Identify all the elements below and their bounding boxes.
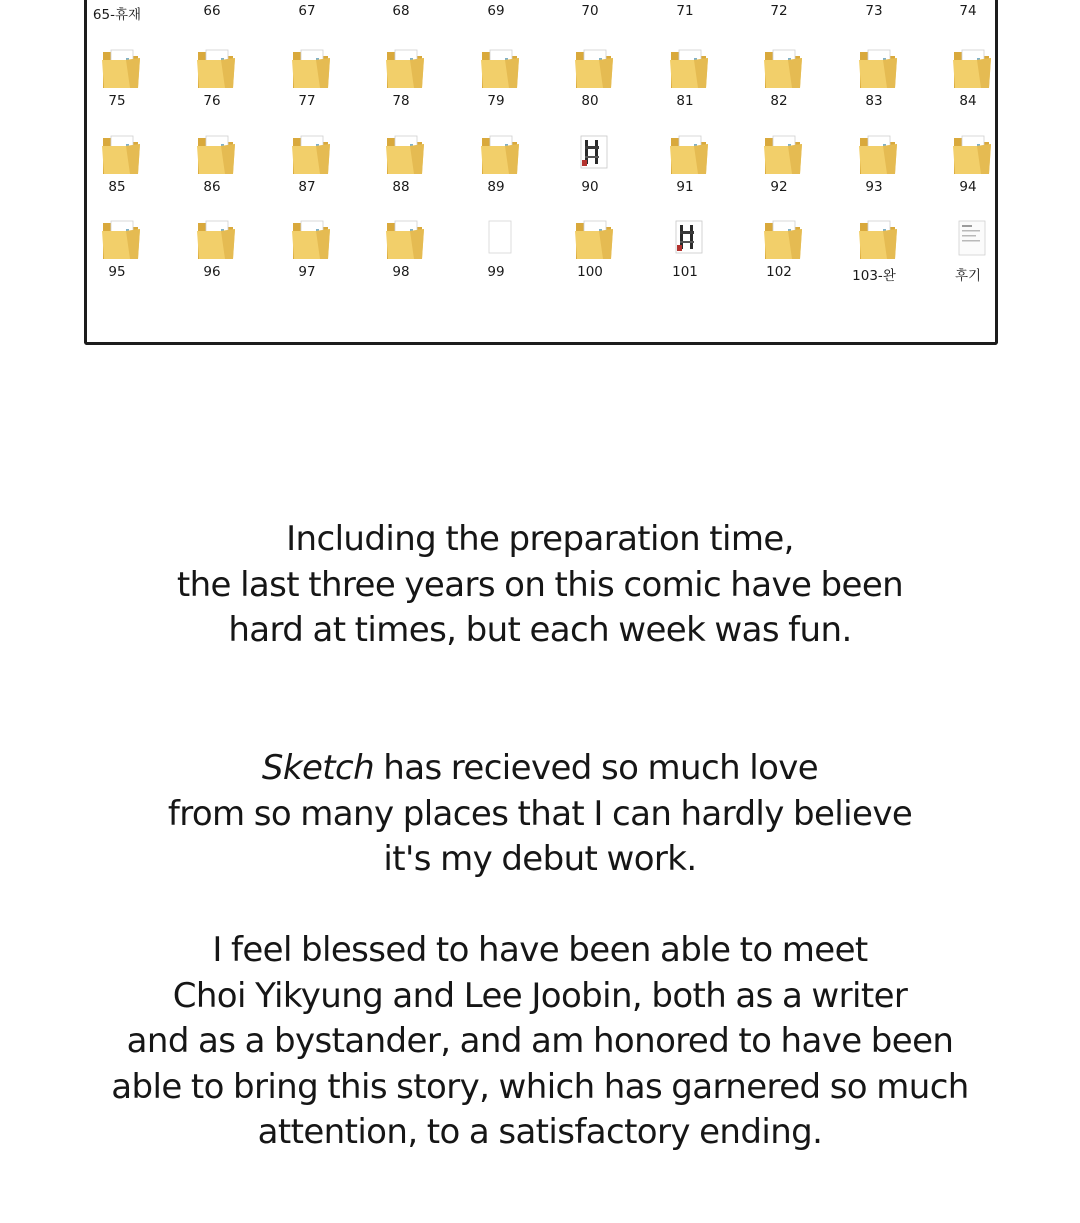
paragraph-preparation bbox=[0, 517, 1080, 654]
folder-icon bbox=[290, 217, 332, 263]
folder-item[interactable] bbox=[827, 217, 921, 303]
folder-label: 80 bbox=[581, 93, 599, 109]
folder-label: 70 bbox=[581, 3, 599, 19]
page-thumbnail-icon bbox=[573, 132, 615, 178]
folder-icon bbox=[479, 132, 521, 178]
text-line bbox=[0, 746, 1080, 792]
folder-label: 후기 bbox=[954, 268, 982, 284]
folder-icon bbox=[857, 0, 899, 2]
folder-label: 73 bbox=[865, 3, 883, 19]
paragraph-sketch-love bbox=[0, 746, 1080, 883]
folder-label: 82 bbox=[770, 93, 788, 109]
folder-label: 88 bbox=[392, 179, 410, 195]
text-line: Choi Yikyung and Lee Joobin, both as a writer bbox=[172, 975, 908, 1016]
folder-item[interactable] bbox=[260, 0, 354, 42]
folder-icon bbox=[951, 46, 993, 92]
folder-icon bbox=[195, 217, 237, 263]
folder-item[interactable] bbox=[543, 0, 637, 42]
folder-item[interactable] bbox=[354, 0, 448, 42]
folder-label: 89 bbox=[487, 179, 505, 195]
folder-label: 79 bbox=[487, 93, 505, 109]
folder-item[interactable] bbox=[260, 132, 354, 218]
folder-item[interactable] bbox=[70, 217, 164, 303]
folder-icon bbox=[762, 132, 804, 178]
folder-item[interactable] bbox=[70, 46, 164, 132]
folder-label: 76 bbox=[203, 93, 221, 109]
folder-item[interactable] bbox=[70, 132, 164, 218]
page-thumbnail-icon bbox=[479, 0, 521, 2]
folder-icon bbox=[668, 0, 710, 2]
folder-label: 103-완 bbox=[852, 268, 896, 284]
folder-item[interactable] bbox=[70, 0, 164, 42]
folder-icon bbox=[290, 46, 332, 92]
folder-label: 96 bbox=[203, 264, 221, 280]
folder-icon bbox=[951, 0, 993, 2]
folder-item[interactable] bbox=[921, 0, 1015, 42]
folder-icon bbox=[100, 132, 142, 178]
folder-item[interactable] bbox=[732, 132, 826, 218]
folder-icon bbox=[857, 217, 899, 263]
folder-item[interactable] bbox=[921, 46, 1015, 132]
folder-label: 68 bbox=[392, 3, 410, 19]
folder-label: 101 bbox=[672, 264, 698, 280]
folder-item[interactable] bbox=[165, 132, 259, 218]
folder-item[interactable] bbox=[165, 0, 259, 42]
page-thumbnail-icon bbox=[384, 0, 426, 2]
folder-item[interactable] bbox=[449, 0, 543, 42]
folder-label: 72 bbox=[770, 3, 788, 19]
folder-item[interactable] bbox=[354, 132, 448, 218]
folder-label: 97 bbox=[298, 264, 316, 280]
folder-icon bbox=[762, 46, 804, 92]
folder-icon bbox=[951, 132, 993, 178]
folder-item[interactable] bbox=[543, 132, 637, 218]
text-line: Including the preparation time, bbox=[286, 519, 794, 559]
folder-label: 94 bbox=[959, 179, 977, 195]
folder-label: 102 bbox=[766, 264, 792, 280]
text-line: the last three years on this comic have been bbox=[176, 564, 904, 605]
folder-label: 77 bbox=[298, 93, 316, 109]
folder-label: 75 bbox=[108, 93, 126, 109]
folder-item[interactable] bbox=[732, 0, 826, 42]
page-thumbnail-icon bbox=[479, 217, 521, 263]
folder-item[interactable] bbox=[543, 217, 637, 303]
folder-icon bbox=[762, 217, 804, 263]
folder-icon bbox=[290, 132, 332, 178]
folder-label: 85 bbox=[108, 179, 126, 195]
folder-label: 84 bbox=[959, 93, 977, 109]
folder-label: 74 bbox=[959, 3, 977, 19]
file-explorer-window bbox=[84, 0, 998, 345]
folder-item[interactable] bbox=[354, 46, 448, 132]
folder-label: 83 bbox=[865, 93, 883, 109]
folder-label: 99 bbox=[487, 264, 505, 280]
text-line: and as a bystander, and am honored to have been bbox=[126, 1021, 954, 1061]
folder-label: 91 bbox=[676, 179, 694, 195]
folder-icon bbox=[857, 46, 899, 92]
folder-label: 90 bbox=[581, 179, 599, 195]
folder-icon bbox=[573, 0, 615, 2]
folder-icon bbox=[100, 0, 142, 2]
page-thumbnail-icon bbox=[668, 217, 710, 263]
folder-label: 95 bbox=[108, 264, 126, 280]
folder-label: 67 bbox=[298, 3, 316, 19]
folder-item[interactable] bbox=[827, 132, 921, 218]
text-line: attention, to a satisfactory ending. bbox=[257, 1112, 823, 1152]
folder-icon bbox=[384, 132, 426, 178]
folder-label: 93 bbox=[865, 179, 883, 195]
folder-icon bbox=[384, 217, 426, 263]
folder-item[interactable] bbox=[449, 46, 543, 132]
folder-item[interactable] bbox=[260, 217, 354, 303]
folder-label: 78 bbox=[392, 93, 410, 109]
text-line: able to bring this story, which has garnered so much bbox=[111, 1066, 969, 1107]
folder-label: 66 bbox=[203, 3, 221, 19]
text-line: I feel blessed to have been able to meet bbox=[212, 930, 868, 970]
folder-item[interactable] bbox=[638, 132, 732, 218]
folder-item[interactable] bbox=[732, 46, 826, 132]
text-line: it's my debut work. bbox=[383, 839, 697, 879]
folder-icon bbox=[195, 46, 237, 92]
folder-label: 87 bbox=[298, 179, 316, 195]
folder-label: 86 bbox=[203, 179, 221, 195]
folder-icon bbox=[195, 0, 237, 2]
folder-label: 65-휴재 bbox=[92, 7, 142, 23]
folder-item[interactable] bbox=[827, 0, 921, 42]
folder-label: 69 bbox=[487, 3, 505, 19]
folder-item[interactable] bbox=[921, 132, 1015, 218]
folder-item[interactable] bbox=[260, 46, 354, 132]
folder-item[interactable] bbox=[638, 46, 732, 132]
folder-item[interactable] bbox=[165, 46, 259, 132]
folder-icon bbox=[573, 217, 615, 263]
folder-item[interactable] bbox=[354, 217, 448, 303]
folder-icon bbox=[573, 46, 615, 92]
comic-title: Sketch bbox=[261, 748, 375, 788]
folder-label: 71 bbox=[676, 3, 694, 19]
folder-icon bbox=[384, 46, 426, 92]
folder-item[interactable] bbox=[732, 217, 826, 303]
folder-label: 92 bbox=[770, 179, 788, 195]
folder-item[interactable] bbox=[921, 217, 1015, 303]
folder-item[interactable] bbox=[543, 46, 637, 132]
folder-icon bbox=[762, 0, 804, 2]
page-thumbnail-icon bbox=[290, 0, 332, 2]
folder-icon bbox=[479, 46, 521, 92]
folder-label: 100 bbox=[577, 264, 603, 280]
folder-label: 81 bbox=[676, 93, 694, 109]
page-thumbnail-icon bbox=[951, 217, 993, 263]
folder-item[interactable] bbox=[827, 46, 921, 132]
folder-icon bbox=[100, 217, 142, 263]
folder-item[interactable] bbox=[165, 217, 259, 303]
text-fragment: has recieved so much love bbox=[374, 748, 819, 788]
folder-label: 98 bbox=[392, 264, 410, 280]
folder-grid bbox=[87, 0, 995, 342]
folder-icon bbox=[100, 46, 142, 92]
folder-icon bbox=[668, 46, 710, 92]
folder-icon bbox=[195, 132, 237, 178]
text-line: from so many places that I can hardly believe bbox=[167, 793, 913, 834]
folder-item[interactable] bbox=[638, 0, 732, 42]
text-line: hard at times, but each week was fun. bbox=[228, 610, 852, 650]
folder-icon bbox=[668, 132, 710, 178]
folder-icon bbox=[857, 132, 899, 178]
paragraph-gratitude bbox=[0, 928, 1080, 1156]
folder-item[interactable] bbox=[449, 132, 543, 218]
folder-item[interactable] bbox=[449, 217, 543, 303]
folder-item[interactable] bbox=[638, 217, 732, 303]
